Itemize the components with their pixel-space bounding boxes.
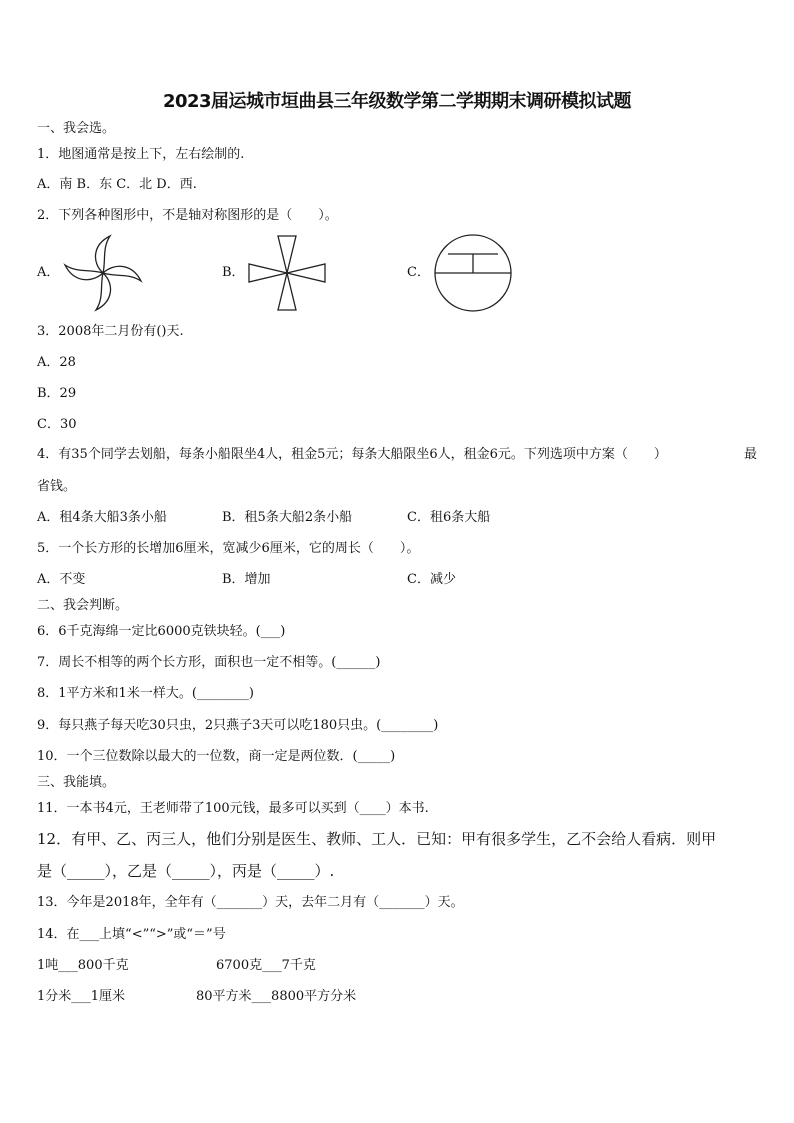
question-5-option-c: C．减少: [407, 572, 456, 587]
question-4-option-b: B．租5条大船2条小船: [222, 510, 353, 525]
question-4-line-end: 最: [743, 447, 757, 462]
question-12-line-1: 12．有甲、乙、丙三人，他们分别是医生、教师、工人．已知：甲有很多学生，乙不会给人看病．则甲: [37, 830, 717, 848]
question-1-options: A．南 B．东 C．北 D．西.: [37, 177, 197, 192]
question-9: 9．每只燕子每天吃30只虫，2只燕子3天可以吃180只虫。(________): [37, 718, 439, 733]
cross-triangles-figure: [247, 235, 327, 311]
question-4-text: 4．有35个同学去划船，每条小船限坐4人，租金5元；每条大船限坐6人，租金6元。下列选项中方案（ ）: [37, 447, 667, 462]
question-14-item-c: 1分米___1厘米: [37, 989, 126, 1004]
question-4-option-c: C．租6条大船: [407, 510, 491, 525]
question-10: 10．一个三位数除以最大的一位数，商一定是两位数．(_____): [37, 749, 396, 764]
question-4-line-2: 省钱。: [37, 479, 77, 494]
question-2: 2．下列各种图形中，不是轴对称图形的是（ ）。: [37, 208, 338, 223]
page-title: 2023届运城市垣曲县三年级数学第二学期期末调研模拟试题: [162, 91, 632, 112]
question-5-option-a: A．不变: [37, 572, 86, 587]
question-6: 6．6千克海绵一定比6000克铁块轻。(___): [37, 624, 286, 639]
question-11: 11．一本书4元，王老师带了100元钱，最多可以买到（____）本书.: [37, 801, 429, 816]
question-2-option-a-label: A．: [37, 265, 60, 280]
section-3-heading: 三、我能填。: [37, 775, 116, 790]
question-13: 13．今年是2018年，全年有（_______）天，去年二月有（_______）天。: [37, 895, 464, 910]
question-7: 7．周长不相等的两个长方形，面积也一定不相等。(______): [37, 655, 381, 670]
question-1: 1．地图通常是按上下，左右绘制的.: [37, 147, 245, 162]
question-8: 8．1平方米和1米一样大。(________): [37, 686, 254, 701]
question-12-line-2: 是（_____），乙是（_____），丙是（_____）.: [37, 862, 335, 880]
circle-with-lines-figure: [432, 233, 514, 313]
question-4-option-a: A．租4条大船3条小船: [37, 510, 167, 525]
question-14: 14．在___上填“<”“>”或“＝”号: [37, 927, 226, 942]
question-5: 5．一个长方形的长增加6厘米，宽减少6厘米，它的周长（ ）。: [37, 541, 420, 556]
question-14-item-b: 6700克___7千克: [216, 958, 316, 973]
question-3-option-c: C．30: [37, 417, 77, 432]
section-2-heading: 二、我会判断。: [37, 598, 129, 613]
question-14-item-a: 1吨___800千克: [37, 958, 129, 973]
section-1-heading: 一、我会选。: [37, 121, 116, 136]
question-2-option-b-label: B．: [222, 265, 245, 280]
question-3-option-a: A．28: [37, 355, 76, 370]
pinwheel-figure: [62, 233, 144, 313]
question-4-line-1: [37, 447, 757, 463]
question-5-option-b: B．增加: [222, 572, 271, 587]
question-14-item-d: 80平方米___8800平方分米: [196, 989, 357, 1004]
question-3-option-b: B．29: [37, 386, 77, 401]
question-2-option-c-label: C．: [407, 265, 430, 280]
question-3: 3．2008年二月份有()天.: [37, 324, 184, 339]
